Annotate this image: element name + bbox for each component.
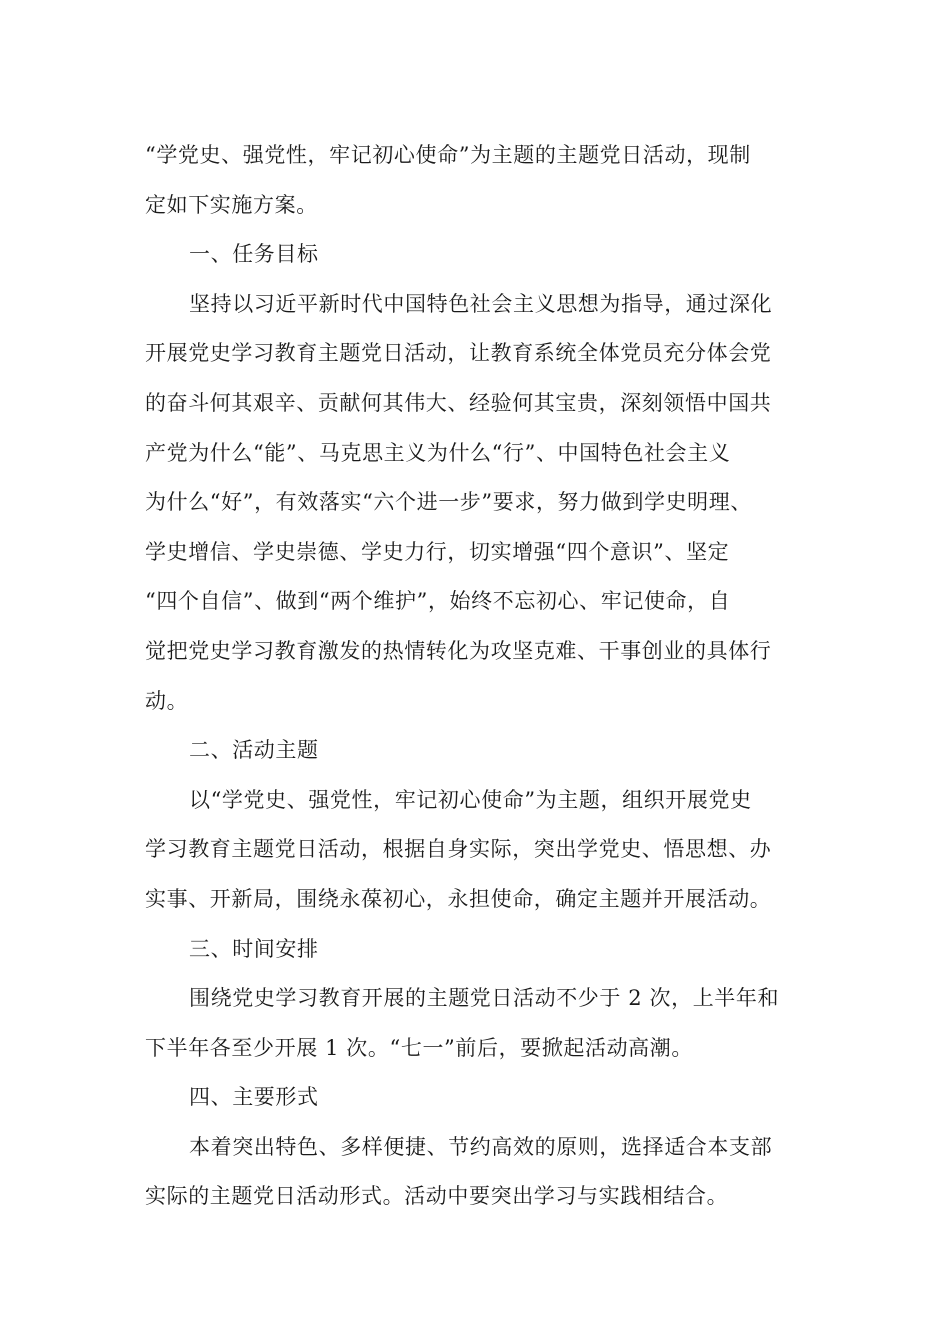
paragraph-line: 本着突出特色、多样便捷、节约高效的原则，选择适合本支部 xyxy=(189,1134,773,1159)
paragraph-line: 实事、开新局，围绕永葆初心，永担使命，确定主题并开展活动。 xyxy=(145,886,772,911)
paragraph-line: 的奋斗何其艰辛、贡献何其伟大、经验何其宝贵，深刻领悟中国共 xyxy=(145,390,772,415)
paragraph-line: 定如下实施方案。 xyxy=(145,192,318,217)
section-heading-task-goals: 一、任务目标 xyxy=(189,242,319,267)
paragraph-line: 学习教育主题党日活动，根据自身实际，突出学党史、悟思想、办 xyxy=(145,837,772,862)
paragraph-line: 下半年各至少开展 1 次。“七一”前后，要掀起活动高潮。 xyxy=(145,1035,693,1060)
paragraph-line: “四个自信”、做到“两个维护”，始终不忘初心、牢记使命，自 xyxy=(145,589,731,614)
paragraph-line: 开展党史学习教育主题党日活动，让教育系统全体党员充分体会党 xyxy=(145,341,772,366)
paragraph-line: 觉把党史学习教育激发的热情转化为攻坚克难、干事创业的具体行 xyxy=(145,638,772,663)
paragraph-line: 以“学党史、强党性，牢记初心使命”为主题，组织开展党史 xyxy=(189,787,752,812)
section-heading-schedule: 三、时间安排 xyxy=(189,936,319,961)
paragraph-line: 实际的主题党日活动形式。活动中要突出学习与实践相结合。 xyxy=(145,1184,729,1209)
section-heading-main-forms: 四、主要形式 xyxy=(189,1085,319,1110)
paragraph-line: 围绕党史学习教育开展的主题党日活动不少于 2 次，上半年和 xyxy=(189,986,780,1011)
section-heading-activity-theme: 二、活动主题 xyxy=(189,738,319,763)
paragraph-line: 动。 xyxy=(145,688,189,713)
document-body xyxy=(145,131,817,1222)
paragraph-line: 为什么“好”，有效落实“六个进一步”要求，努力做到学史明理、 xyxy=(145,490,752,515)
paragraph-line: 坚持以习近平新时代中国特色社会主义思想为指导，通过深化 xyxy=(189,291,773,316)
paragraph-line: “学党史、强党性，牢记初心使命”为主题的主题党日活动，现制 xyxy=(145,143,751,167)
paragraph-line: 产党为什么“能”、马克思主义为什么“行”、中国特色社会主义 xyxy=(145,440,731,465)
paragraph-line: 学史增信、学史崇德、学史力行，切实增强“四个意识”、坚定 xyxy=(145,539,730,564)
